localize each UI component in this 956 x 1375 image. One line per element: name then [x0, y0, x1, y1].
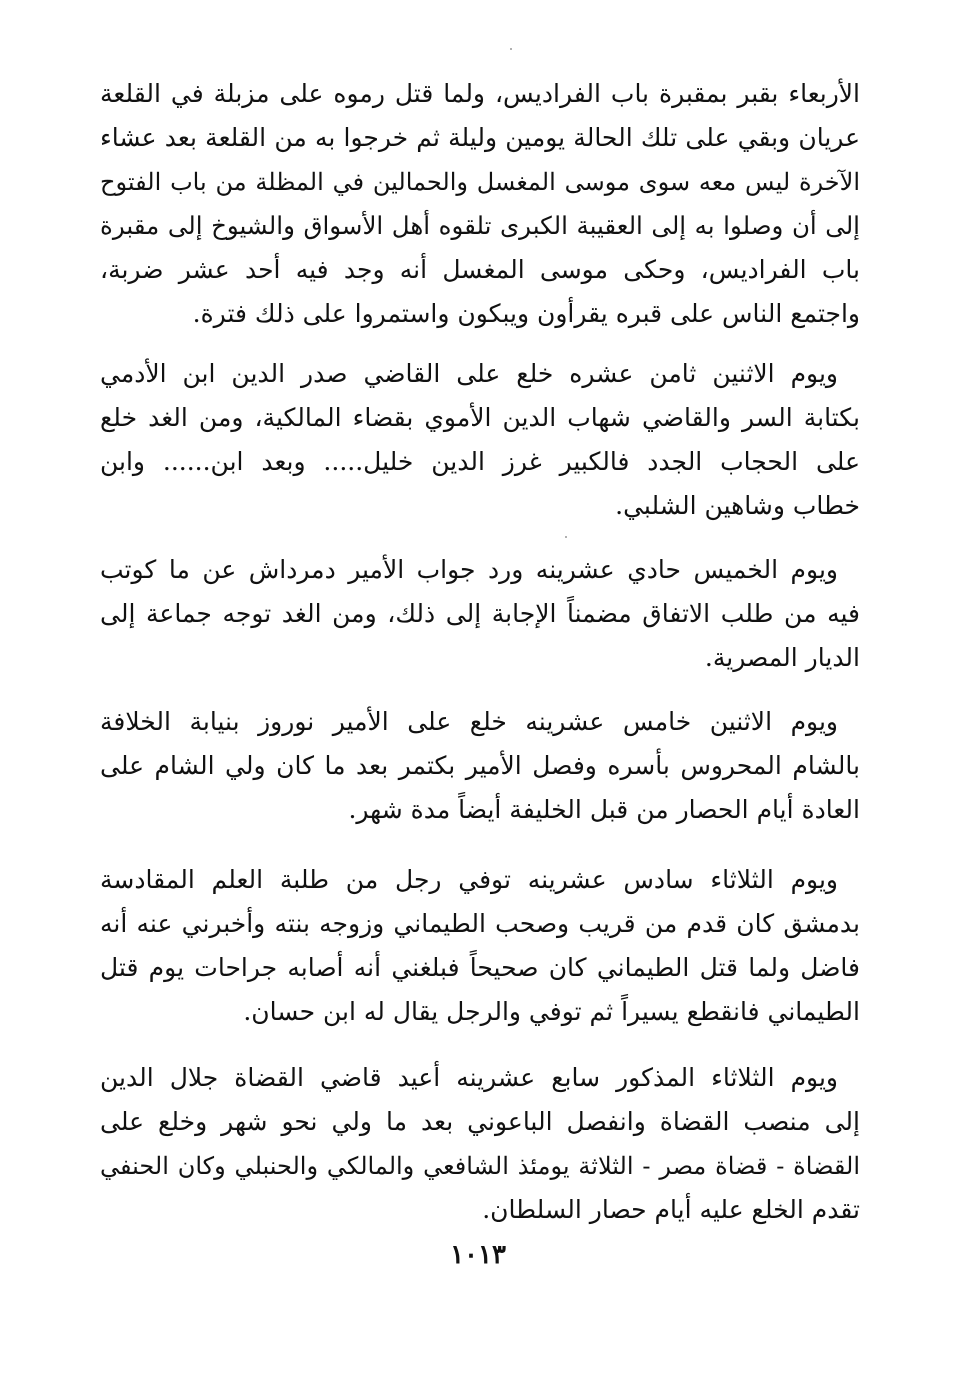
speck-mark [565, 536, 567, 538]
paragraph-1 [100, 72, 860, 336]
text-line: إلى أن وصلوا به إلى العقيبة الكبرى تلقوه أهل الأسواق والشيوخ إلى مقبرة [100, 211, 860, 240]
text-line: على الحجاب الجدد فالكبير غرز الدين خليل..... وبعد ابن...... وابن [100, 447, 860, 476]
text-line: ويوم الاثنين ثامن عشره خلع على القاضي صدر الدين ابن الأدمي [100, 359, 838, 388]
text-line: ويوم الثلاثاء سادس عشرينه توفي رجل من طلبة العلم المقادسة [100, 865, 838, 894]
text-line: الطيماني فانقطع يسيراً ثم توفي والرجل يقال له ابن حسان. [243, 997, 860, 1026]
paragraph-2 [100, 352, 860, 528]
text-line: بدمشق كان قدم من قريب وصحب الطيماني وزوجه بنته وأخبرني عنه أنه [100, 909, 860, 938]
paragraph-6 [100, 1056, 860, 1232]
page-number: ١٠١٣ [450, 1240, 506, 1270]
text-line: فاضل ولما قتل الطيماني كان صحيحاً فبلغني أنه أصابه جراحات يوم قتل [100, 953, 860, 982]
text-line: ويوم الخميس حادي عشرينه ورد جواب الأمير دمرداش عن ما كوتب [100, 555, 838, 584]
text-line: ويوم الثلاثاء المذكور سابع عشرينه أعيد قاضي القضاة جلال الدين [100, 1063, 838, 1092]
text-line: الأربعاء بقبر بمقبرة باب الفراديس، ولما قتل رموه على مزبلة في القلعة [100, 79, 860, 108]
text-line: عريان وبقي على تلك الحالة يومين وليلة ثم خرجوا به من القلعة بعد عشاء [100, 123, 860, 152]
paragraph-4 [100, 700, 860, 832]
paragraph-5 [100, 858, 860, 1034]
text-line: تقدم الخلع عليه أيام حصار السلطان. [482, 1195, 860, 1224]
text-line: الآخرة ليس معه سوى موسى المغسل والحمالين في المظلة من باب الفتوح [100, 168, 860, 196]
text-line: العادة أيام الحصار من قبل الخليفة أيضاً مدة شهر. [348, 795, 860, 824]
text-line: فيه من طلب الاتفاق مضمناً الإجابة إلى ذلك، ومن الغد توجه جماعة إلى [100, 599, 860, 628]
paragraph-3 [100, 548, 860, 680]
text-line: ويوم الاثنين خامس عشرينه خلع على الأمير نوروز بنيابة الخلافة [100, 707, 838, 736]
text-line: القضاة - قضاة مصر - الثلاثة يومئذ الشافعي والمالكي والحنبلي وكان الحنفي [100, 1152, 860, 1180]
text-line: إلى منصب القضاة وانفصل الباعوني بعد ما ولي نحو شهر وخلع على [100, 1107, 860, 1136]
text-line: خطاب وشاهين الشلبي. [615, 491, 860, 520]
text-line: باب الفراديس، وحكى موسى المغسل أنه وجد فيه أحد عشر ضربة، [100, 255, 860, 284]
text-line: الديار المصرية. [704, 643, 860, 672]
text-line: واجتمع الناس على قبره يقرأون ويبكون واستمروا على ذلك فترة. [192, 299, 860, 328]
text-line: بكتابة السر والقاضي شهاب الدين الأموي بقضاء المالكية، ومن الغد خلع [100, 403, 860, 432]
text-line: بالشام المحروس بأسره وفصل الأمير بكتمر بعد ما كان ولي الشام على [100, 751, 860, 780]
speck-mark [510, 48, 512, 50]
